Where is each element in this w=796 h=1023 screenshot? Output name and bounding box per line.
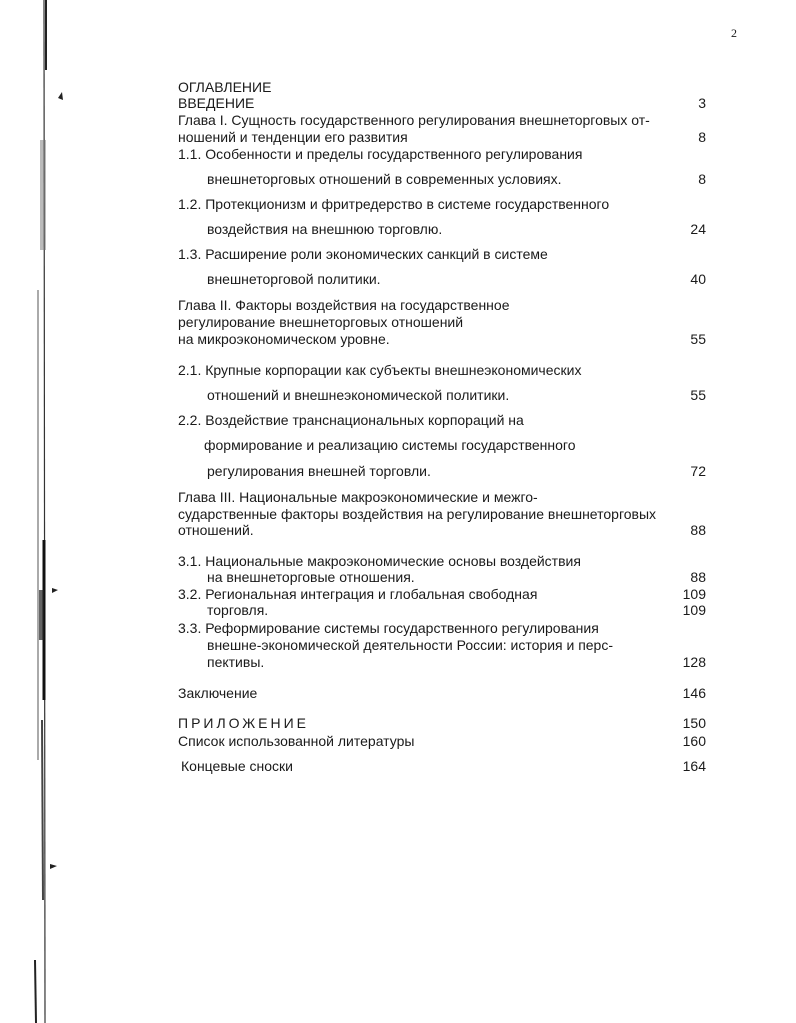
- toc-entry-text: пективы.: [207, 654, 265, 670]
- toc-entry-intro: [178, 95, 706, 112]
- toc-section-1-2-line2: [207, 221, 706, 238]
- toc-entry-text: Глава I. Сущность государственного регулирования внешнеторговых от-: [178, 112, 650, 128]
- toc-entry-text: ВВЕДЕНИЕ: [178, 95, 255, 111]
- toc-chapter-3-line3: [178, 522, 706, 539]
- toc-entry-text: на микроэкономическом уровне.: [178, 331, 390, 347]
- toc-entry-page: 40: [690, 271, 706, 287]
- toc-entry-text: Глава III. Национальные макроэкономические и межго-: [178, 489, 538, 505]
- toc-entry-text: Концевые сноски: [181, 758, 293, 774]
- toc-chapter-2-line1: [178, 297, 706, 314]
- toc-section-3-1-line2: [207, 569, 706, 586]
- toc-section-1-3-line1: [178, 246, 706, 263]
- toc-entry-page: 109: [682, 586, 706, 602]
- toc-entry-text: Заключение: [178, 685, 258, 701]
- toc-section-2-2-line1: [178, 412, 706, 429]
- toc-entry-text: внешнеторговой политики.: [207, 271, 381, 287]
- toc-section-3-3-line1: [178, 620, 706, 637]
- toc-section-1-1-line2: [207, 171, 706, 188]
- toc-entry-text: ношений и тенденции его развития: [178, 129, 408, 145]
- toc-entry-page: 128: [682, 654, 706, 670]
- toc-entry-text: 2.1. Крупные корпорации как субъекты внешнеэкономических: [178, 362, 582, 378]
- toc-section-3-2-line2: [207, 602, 706, 619]
- toc-entry-text: внешнеторговых отношений в современных условиях.: [207, 171, 562, 187]
- toc-entry-page: 3: [698, 95, 706, 111]
- toc-entry-text: 3.1. Национальные макроэкономические основы воздействия: [178, 553, 581, 569]
- toc-entry-text: отношений и внешнеэкономической политики.: [207, 387, 510, 403]
- toc-section-3-1-line1: [178, 553, 706, 570]
- toc-chapter-1-line2: [178, 129, 706, 146]
- toc-entry-text: внешне-экономической деятельности России: история и перс-: [207, 637, 614, 653]
- toc-entry-page: 8: [698, 129, 706, 145]
- toc-entry-page: 55: [690, 387, 706, 403]
- toc-section-3-3-line3: [207, 654, 706, 671]
- toc-entry-text: 1.2. Протекционизм и фритредерство в системе государственного: [178, 196, 610, 212]
- toc-entry-text: на внешнеторговые отношения.: [207, 569, 415, 585]
- toc-entry-page: 8: [698, 171, 706, 187]
- toc-section-1-2-line1: [178, 196, 706, 213]
- toc-entry-text: 1.3. Расширение роли экономических санкций в системе: [178, 246, 548, 262]
- toc-entry-text: 3.3. Реформирование системы государственного регулирования: [178, 620, 599, 636]
- toc-section-2-1-line2: [207, 387, 706, 404]
- toc-entry-page: 88: [690, 522, 706, 538]
- toc-entry-text: формирование и реализацию системы государственного: [204, 437, 576, 453]
- toc-entry-page: 150: [682, 715, 706, 731]
- toc-entry-text: регулирование внешнеторговых отношений: [178, 314, 464, 330]
- toc-entry-endnotes: [181, 758, 706, 775]
- toc-title-text: ОГЛАВЛЕНИЕ: [178, 79, 272, 95]
- toc-chapter-2-line3: [178, 331, 706, 348]
- toc-entry-text: сударственные факторы воздействия на регулирование внешнеторговых: [178, 506, 657, 522]
- toc-entry-page: 88: [690, 569, 706, 585]
- page-number: 2: [731, 26, 737, 40]
- toc-section-3-2-line1: [178, 586, 706, 603]
- toc-entry-page: 160: [682, 733, 706, 749]
- toc-entry-bibliography: [178, 733, 706, 750]
- toc-entry-page: 164: [682, 758, 706, 774]
- toc-section-1-1-line1: [178, 146, 706, 163]
- toc-entry-text: Глава II. Факторы воздействия на государственное: [178, 297, 510, 313]
- toc-entry-text: ПРИЛОЖЕНИЕ: [178, 715, 310, 731]
- toc-entry-text: 2.2. Воздействие транснациональных корпораций на: [178, 412, 524, 428]
- toc-entry-appendix: [178, 715, 706, 732]
- toc-section-1-3-line2: [207, 271, 706, 288]
- toc-chapter-1-line1: [178, 112, 706, 129]
- toc-section-3-3-line2: [207, 637, 706, 654]
- toc-entry-text: отношений.: [178, 522, 254, 538]
- toc-entry-page: 146: [682, 685, 706, 701]
- toc-chapter-2-line2: [178, 314, 706, 331]
- toc-entry-page: 55: [690, 331, 706, 347]
- toc-section-2-2-line3: [207, 463, 706, 480]
- toc-entry-page: 72: [690, 463, 706, 479]
- toc-entry-text: Список использованной литературы: [178, 733, 415, 749]
- toc-entry-page: 109: [682, 602, 706, 618]
- toc-entry-text: 3.2. Региональная интеграция и глобальная свободная: [178, 586, 538, 602]
- toc-chapter-3-line1: [178, 489, 706, 506]
- toc-entry-text: воздействия на внешнюю торговлю.: [207, 221, 443, 237]
- toc-entry-text: торговля.: [207, 602, 269, 618]
- toc-entry-page: 24: [690, 221, 706, 237]
- toc-entry-text: регулирования внешней торговли.: [207, 463, 431, 479]
- toc-section-2-2-line2: [204, 437, 706, 454]
- toc-entry-conclusion: [178, 685, 706, 702]
- toc-title: [178, 79, 706, 96]
- toc-chapter-3-line2: [178, 506, 706, 523]
- toc-section-2-1-line1: [178, 362, 706, 379]
- toc-entry-text: 1.1. Особенности и пределы государственного регулирования: [178, 146, 583, 162]
